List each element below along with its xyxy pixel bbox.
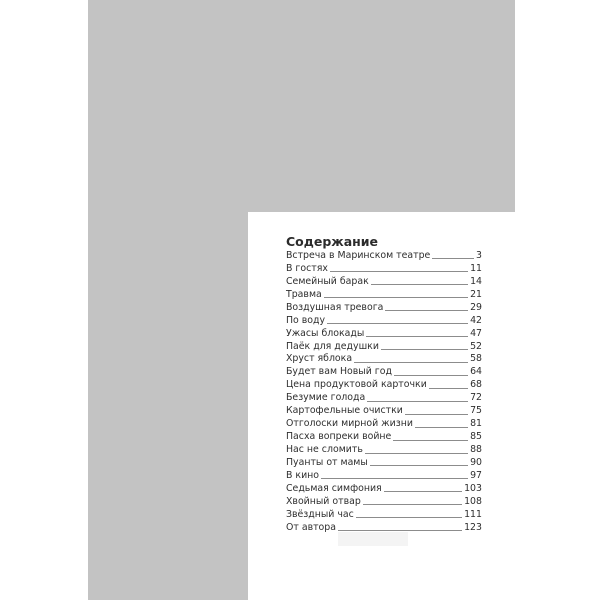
toc-entry [286,261,482,274]
toc-entry-page: 29 [470,301,482,313]
toc-title: Содержание [286,234,379,249]
toc-entry [286,377,482,390]
toc-entry [286,339,482,352]
toc-entry-page: 103 [464,482,482,494]
book-page [248,212,515,600]
toc-entry [286,455,482,468]
toc-entry [286,287,482,300]
toc-entry-page: 85 [470,431,482,443]
toc-entry-page: 81 [470,418,482,430]
toc-entry-page: 90 [470,456,482,468]
toc-entry-page: 68 [470,379,482,391]
toc-entry-label: Звёздный час [286,508,354,520]
toc-list [286,248,482,533]
toc-entry [286,313,482,326]
toc-entry-page: 47 [470,327,482,339]
toc-entry-label: Хруст яблока [286,353,353,365]
toc-entry [286,364,482,377]
toc-entry-page: 21 [470,288,482,300]
toc-entry-label: По воду [286,314,326,326]
toc-entry [286,403,482,416]
toc-entry-label: Картофельные очистки [286,405,403,417]
toc-entry-page: 42 [470,314,482,326]
toc-entry [286,248,482,261]
toc-entry-label: Будет вам Новый год [286,366,392,378]
toc-entry-page: 123 [464,521,482,533]
toc-entry [286,326,482,339]
toc-entry-label: Хвойный отвар [286,495,361,507]
toc-entry-page: 52 [470,340,482,352]
toc-entry-page: 72 [470,392,482,404]
toc-entry-page: 97 [470,469,482,481]
toc-entry [286,481,482,494]
toc-entry-page: 3 [476,249,482,261]
toc-entry [286,429,482,442]
toc-entry-label: Седьмая симфония [286,482,382,494]
toc-entry-label: Травма [286,288,322,300]
toc-entry [286,352,482,365]
toc-entry-page: 108 [464,495,482,507]
toc-entry-label: Безумие голода [286,392,366,404]
toc-entry-page: 111 [464,508,482,520]
toc-entry-label: Семейный барак [286,275,369,287]
toc-entry-page: 11 [470,262,482,274]
toc-entry [286,390,482,403]
toc-entry-label: Встреча в Маринском театре [286,249,431,261]
toc-entry-label: Паёк для дедушки [286,340,379,352]
toc-entry-label: Пасха вопреки войне [286,431,392,443]
toc-entry [286,442,482,455]
toc-entry-page: 58 [470,353,482,365]
toc-entry-label: В кино [286,469,320,481]
toc-entry-label: Нас не сломить [286,444,363,455]
toc-entry-page: 75 [470,405,482,417]
toc-entry-label: Ужасы блокады [286,327,365,339]
toc-entry-label: Пуанты от мамы [286,456,368,468]
toc-entry-label: В гостях [286,262,328,274]
toc-entry [286,274,482,287]
toc-entry-label: Цена продуктовой карточки [286,379,427,391]
toc-entry [286,468,482,481]
toc-entry-page: 88 [470,444,482,455]
toc-entry-label: От автора [286,521,336,533]
toc-entry-page: 64 [470,366,482,378]
toc-entry [286,507,482,520]
toc-entry [286,300,482,313]
toc-entry-page: 14 [470,275,482,287]
toc-entry [286,494,482,507]
toc-entry-label: Отголоски мирной жизни [286,418,413,430]
faint-bleedthrough [338,532,408,546]
toc-entry-label: Воздушная тревога [286,301,384,313]
toc-entry [286,520,482,533]
toc-entry [286,416,482,429]
